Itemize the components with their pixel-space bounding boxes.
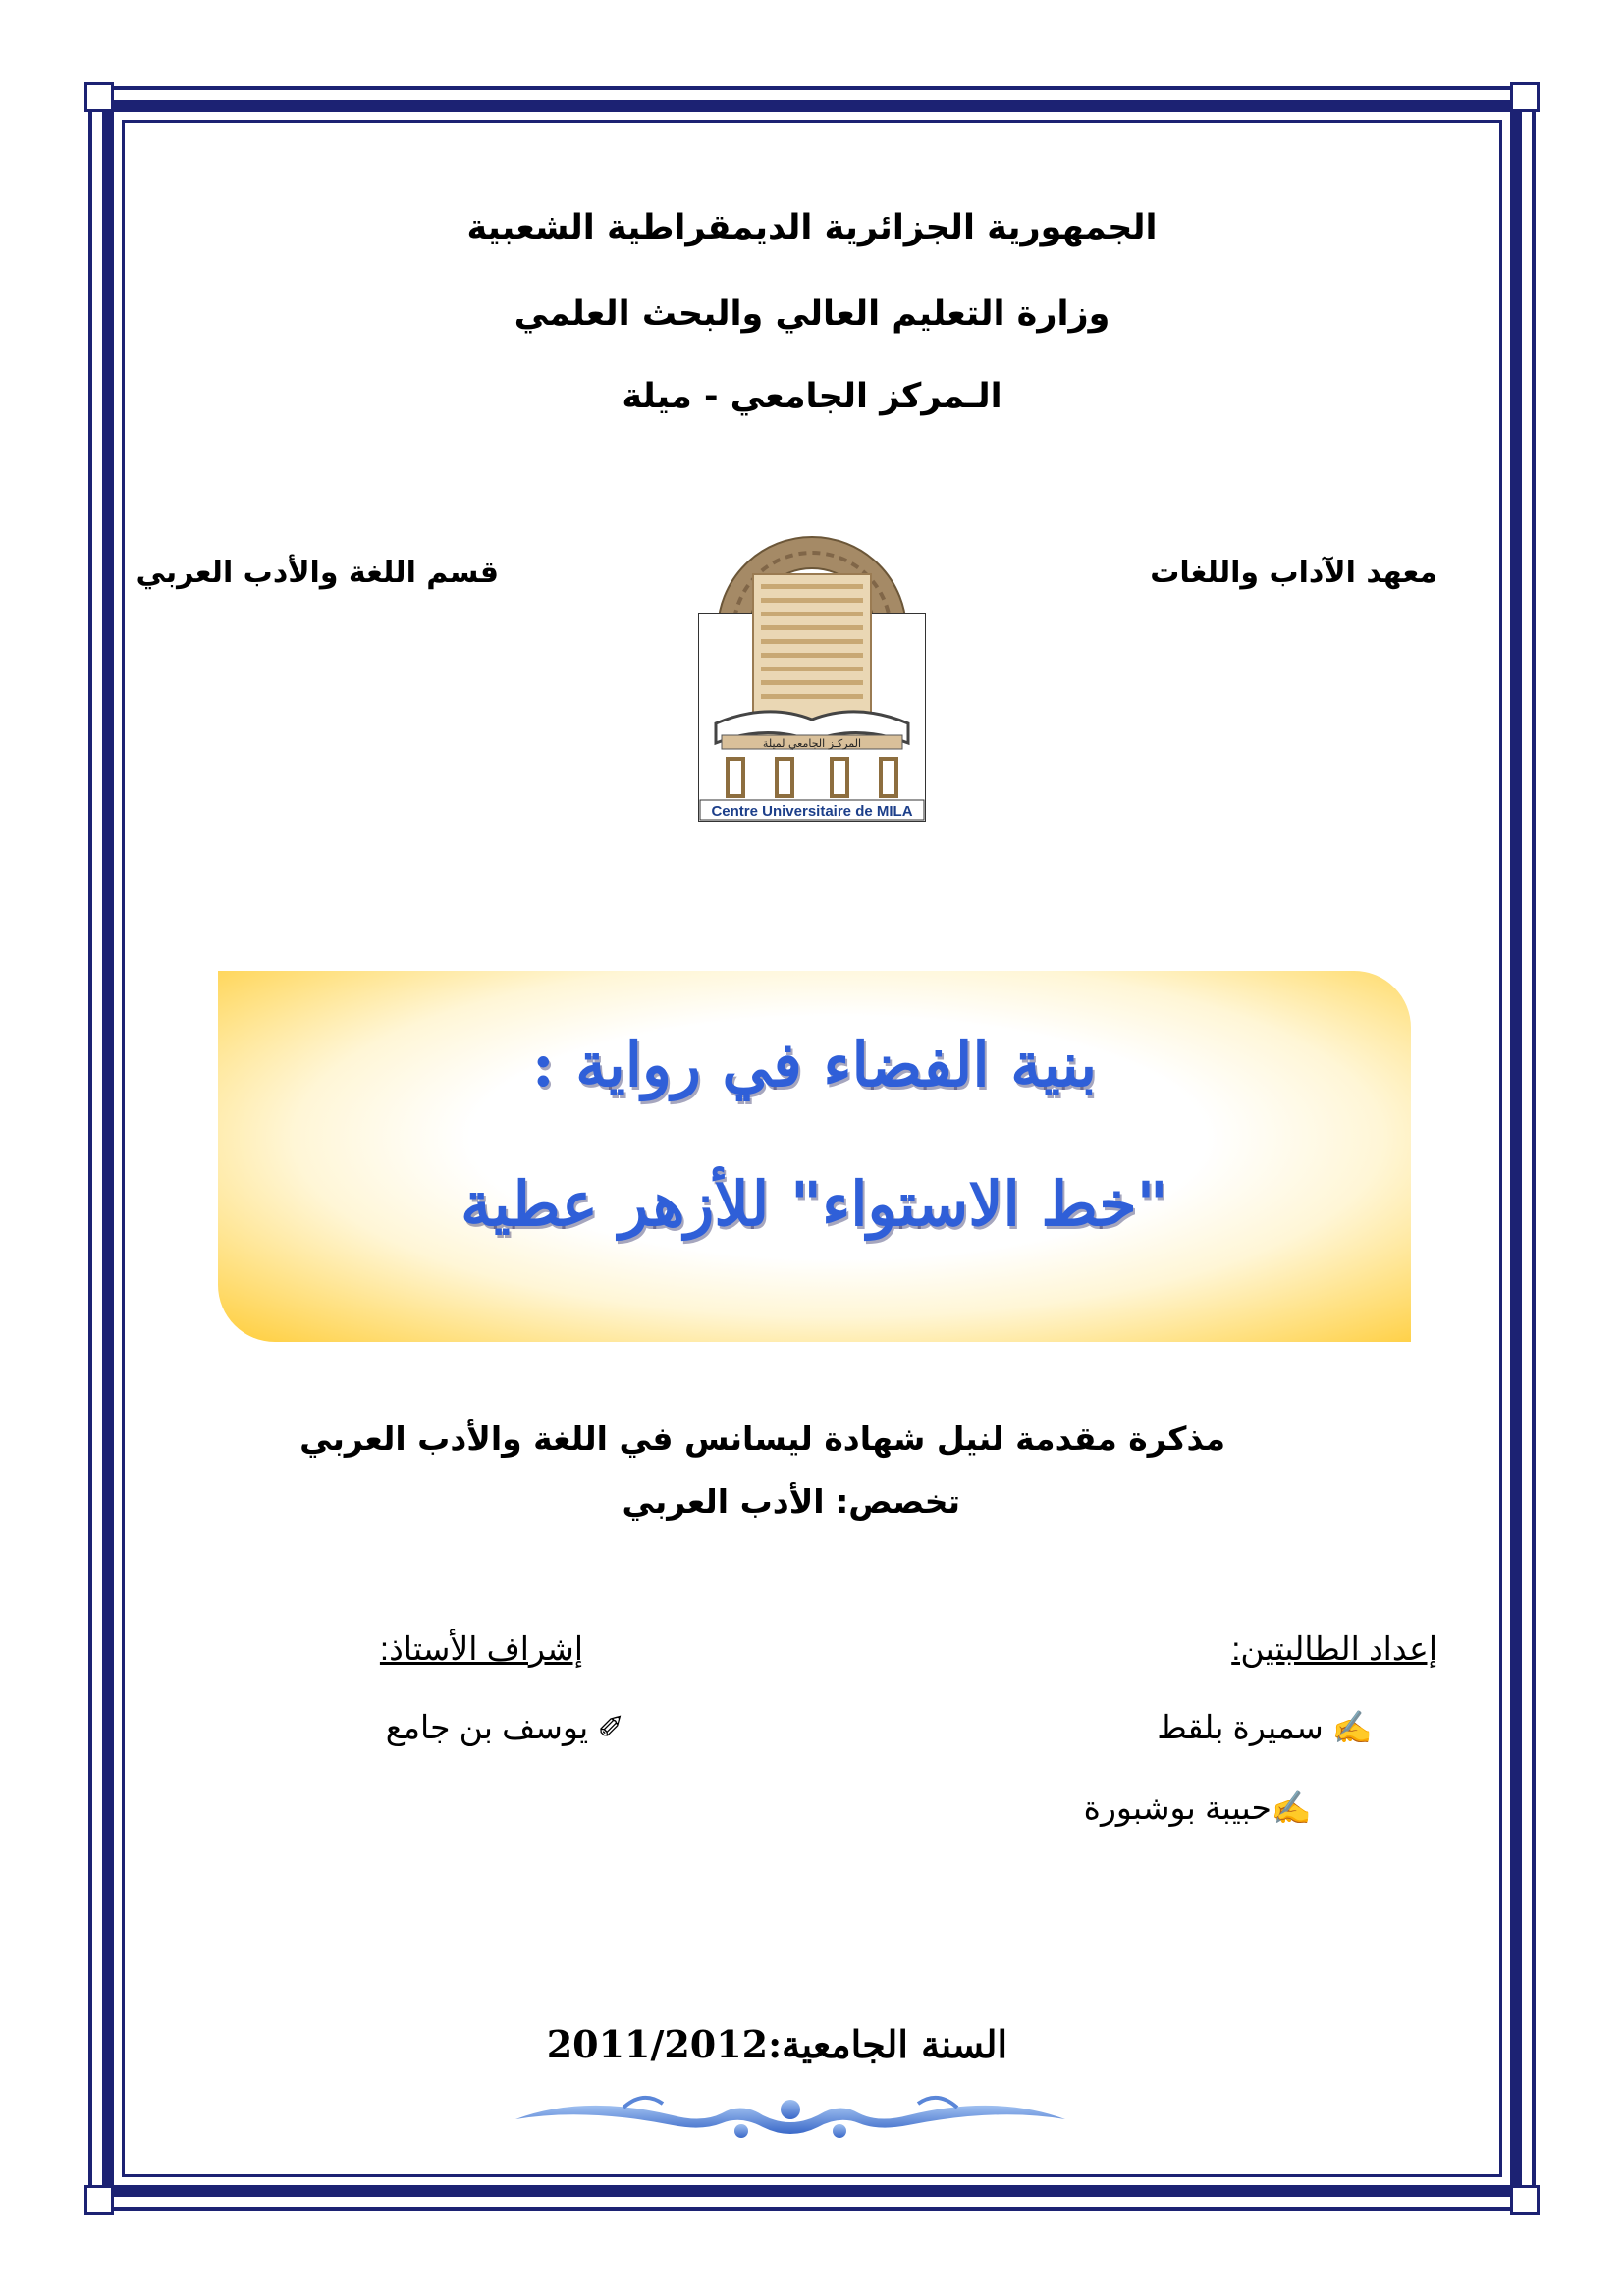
republic-heading: الجمهورية الجزائرية الديمقراطية الشعبية <box>466 208 1158 247</box>
logo-latin-text: Centre Universitaire de MILA <box>711 803 913 820</box>
institute-label: معهد الآداب واللغات <box>1150 556 1437 590</box>
decorative-ornament <box>506 2086 1075 2145</box>
title-banner <box>218 971 1411 1342</box>
frame-corner-top-right <box>1510 82 1540 112</box>
supervisor-name: ✐ يوسف بن جامع <box>385 1709 624 1745</box>
thesis-title-line-2: "خط الاستواء" للأزهر عطية <box>460 1168 1168 1240</box>
student-name-1: ✍ سميرة بلقط <box>1157 1709 1373 1745</box>
ministry-heading: وزارة التعليم العالي والبحث العلمي <box>514 294 1110 334</box>
student-name-2: ✍حبيبة بوشبورة <box>1083 1789 1312 1826</box>
logo-arabic-text: المركـز الجامعي لميلة <box>762 737 862 750</box>
university-logo <box>698 515 926 822</box>
thesis-specialty: تخصص: الأدب العربي <box>622 1482 960 1521</box>
students-label: إعداد الطالبتين: <box>1231 1630 1437 1667</box>
frame-corner-bottom-left <box>84 2185 114 2215</box>
thesis-title-line-1: بنية الفضاء في رواية : <box>531 1029 1098 1100</box>
academic-year: السنة الجامعية:2011/2012 <box>546 2022 1007 2066</box>
frame-corner-bottom-right <box>1510 2185 1540 2215</box>
frame-corner-top-left <box>84 82 114 112</box>
thesis-description: مذكرة مقدمة لنيل شهادة ليسانس في اللغة والأدب العربي <box>299 1419 1225 1458</box>
supervisor-label: إشراف الأستاذ: <box>379 1630 583 1667</box>
university-center-heading: الـمركز الجامعي - ميلة <box>622 377 1002 416</box>
department-label: قسم اللغة والأدب العربي <box>135 556 499 590</box>
